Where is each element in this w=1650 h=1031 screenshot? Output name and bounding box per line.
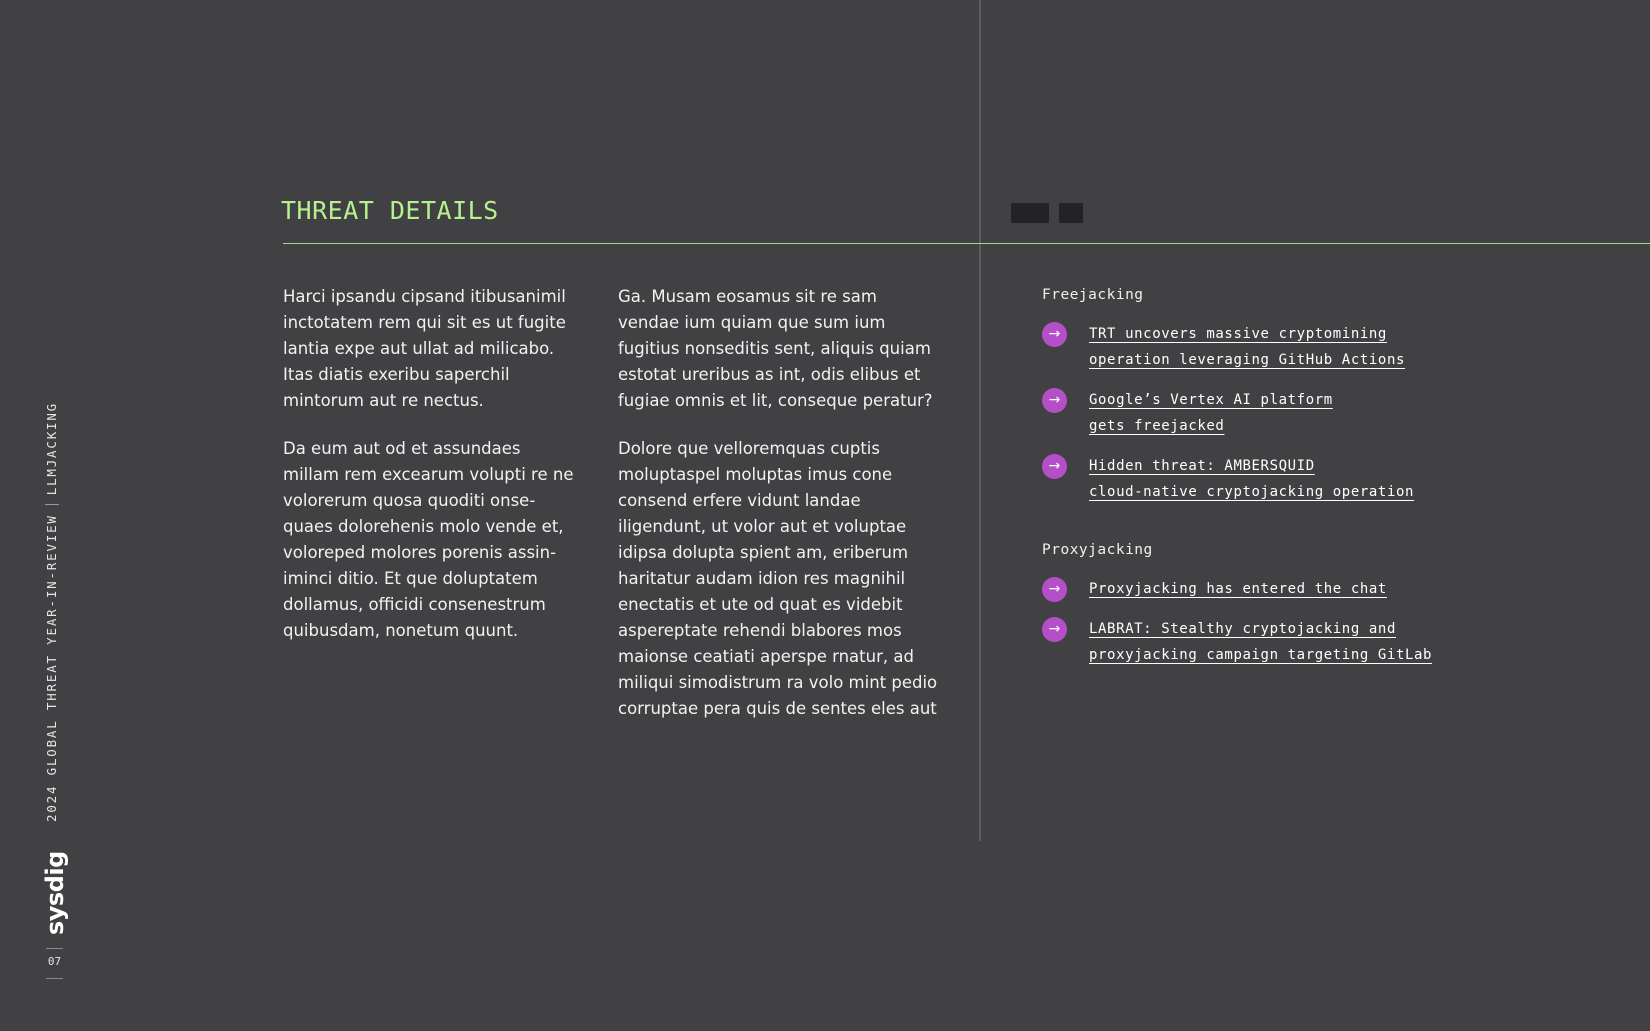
arrow-right-icon: → bbox=[1042, 577, 1067, 602]
related-link[interactable] bbox=[1042, 577, 1622, 602]
arrow-right-icon: → bbox=[1042, 617, 1067, 642]
body-paragraph: Dolore que velloremquas cuptis moluptaspel moluptas imus cone consend erfere vidunt landae iligendunt, ut volor aut et voluptae idipsa dolupta spient am, eriberum haritatur audam idion res magnihil enectatis et ute od quat es videbit aspereptate rehendi blabores mos maionse ceatiati aperspe rnatur, ad miliqui simodistrum ra volo mint pedio corruptae pera quis de sentes eles aut bbox=[618, 439, 938, 718]
link-group-freejacking bbox=[1042, 284, 1622, 505]
arrow-right-icon: → bbox=[1042, 322, 1067, 347]
title-underline bbox=[283, 243, 1650, 244]
body-paragraph: Harci ipsandu cipsand itibusanimil inctotatem rem qui sit es ut fugite lantia expe aut ullat ad milicabo. Itas diatis exeribu saperchil mintorum aut re nectus. bbox=[283, 287, 566, 410]
link-group-proxyjacking bbox=[1042, 539, 1622, 668]
body-column-2 bbox=[618, 284, 948, 744]
vertical-divider bbox=[979, 0, 981, 841]
arrow-right-icon: → bbox=[1042, 388, 1067, 413]
link-text: TRT uncovers massive cryptomining operation leveraging GitHub Actions bbox=[1089, 326, 1406, 368]
body-paragraph: Da eum aut od et assundaes millam rem excearum volupti re ne volorerum quosa quoditi onse- quaes dolorehenis molo vende et, voloreped molores porenis assin- iminci ditio. Et que doluptatem dollamus, officidi consenestrum quibusdam, nonetum quunt. bbox=[283, 439, 574, 640]
link-text: Hidden threat: AMBERSQUID cloud-native cryptojacking operation bbox=[1089, 458, 1415, 500]
placeholder-block-1 bbox=[1011, 203, 1049, 223]
section-title: THREAT DETAILS bbox=[281, 196, 499, 225]
page-number-rule-bottom bbox=[46, 978, 63, 979]
sysdig-logo: sysdig bbox=[41, 851, 69, 935]
body-column-1 bbox=[283, 284, 583, 666]
placeholder-block-2 bbox=[1059, 203, 1083, 223]
page-number-rule-top bbox=[46, 948, 63, 949]
body-paragraph: Ga. Musam eosamus sit re sam vendae ium quiam que sum ium fugitius nonseditis sent, aliquis quiam estotat ureribus as int, odis elibus et fugiae omnis et lit, conseque peratur? bbox=[618, 287, 933, 410]
report-running-title bbox=[44, 392, 59, 822]
related-link[interactable] bbox=[1042, 388, 1622, 439]
report-title: 2024 GLOBAL THREAT YEAR-IN-REVIEW bbox=[44, 514, 59, 822]
link-text: Google’s Vertex AI platform gets freejacked bbox=[1089, 392, 1333, 434]
arrow-right-icon: → bbox=[1042, 454, 1067, 479]
related-link[interactable] bbox=[1042, 454, 1622, 505]
group-label: Proxyjacking bbox=[1042, 542, 1153, 558]
title-separator bbox=[45, 504, 59, 505]
page-number: 07 bbox=[47, 955, 62, 968]
group-label: Freejacking bbox=[1042, 287, 1144, 303]
related-links-panel bbox=[1042, 284, 1622, 702]
link-text: LABRAT: Stealthy cryptojacking and proxyjacking campaign targeting GitLab bbox=[1089, 621, 1433, 663]
related-link[interactable] bbox=[1042, 617, 1622, 668]
section-name: LLMJACKING bbox=[44, 401, 59, 496]
related-link[interactable] bbox=[1042, 322, 1622, 373]
link-text: Proxyjacking has entered the chat bbox=[1089, 581, 1387, 597]
